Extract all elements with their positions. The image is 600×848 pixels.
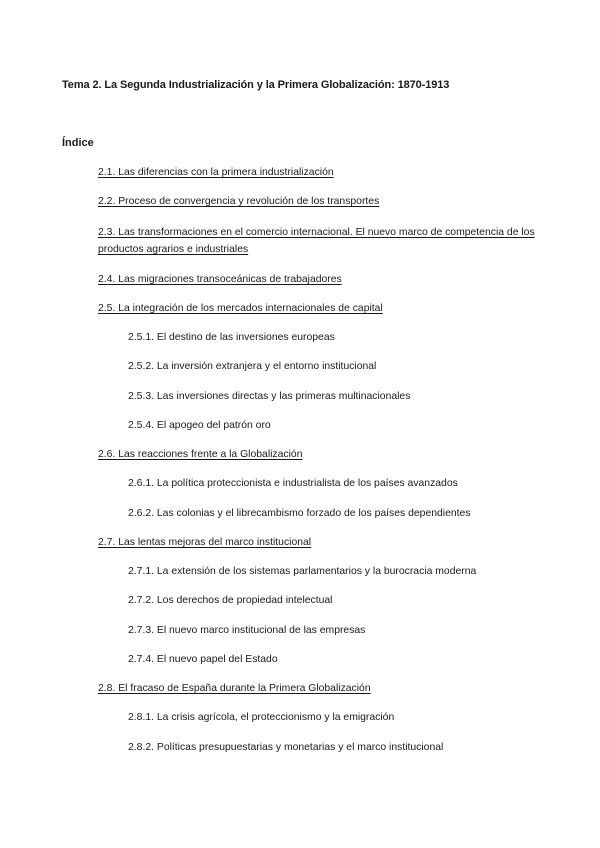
toc-item-2-7-4: 2.7.4. El nuevo papel del Estado [128, 654, 278, 665]
toc-item-2-8-2: 2.8.2. Políticas presupuestarias y monetarias y el marco institucional [128, 742, 444, 753]
toc-link-2-3[interactable]: 2.3. Las transformaciones en el comercio internacional. El nuevo marco de competencia de los productos agrarios e industriales [98, 227, 535, 255]
toc-item-2-5-4: 2.5.4. El apogeo del patrón oro [128, 420, 271, 431]
toc-item-2-6-1: 2.6.1. La política proteccionista e industrialista de los países avanzados [128, 478, 458, 489]
toc-item-2-5-1: 2.5.1. El destino de las inversiones europeas [128, 332, 335, 343]
index-heading: Índice [62, 137, 94, 149]
toc-link-2-4[interactable]: 2.4. Las migraciones transoceánicas de trabajadores [98, 274, 342, 285]
document-title: Tema 2. La Segunda Industrialización y la Primera Globalización: 1870-1913 [62, 79, 450, 91]
toc-item-2-6-2: 2.6.2. Las colonias y el librecambismo forzado de los países dependientes [128, 508, 471, 519]
toc-link-2-7[interactable]: 2.7. Las lentas mejoras del marco institucional [98, 537, 312, 548]
toc-link-2-1[interactable]: 2.1. Las diferencias con la primera industrialización [98, 167, 334, 178]
toc-link-2-5[interactable]: 2.5. La integración de los mercados internacionales de capital [98, 303, 383, 314]
toc-item-2-5-3: 2.5.3. Las inversiones directas y las primeras multinacionales [128, 391, 411, 402]
toc-link-2-2[interactable]: 2.2. Proceso de convergencia y revolución de los transportes [98, 196, 380, 207]
toc-item-2-7-1: 2.7.1. La extensión de los sistemas parlamentarios y la burocracia moderna [128, 566, 477, 577]
toc-item-2-8-1: 2.8.1. La crisis agrícola, el proteccionismo y la emigración [128, 712, 395, 723]
toc-item-2-5-2: 2.5.2. La inversión extranjera y el entorno institucional [128, 361, 377, 372]
toc-item-2-7-3: 2.7.3. El nuevo marco institucional de las empresas [128, 625, 366, 636]
toc-link-2-6[interactable]: 2.6. Las reacciones frente a la Globalización [98, 449, 303, 460]
toc-item-2-7-2: 2.7.2. Los derechos de propiedad intelectual [128, 595, 333, 606]
toc-link-2-8[interactable]: 2.8. El fracaso de España durante la Primera Globalización [98, 683, 371, 694]
